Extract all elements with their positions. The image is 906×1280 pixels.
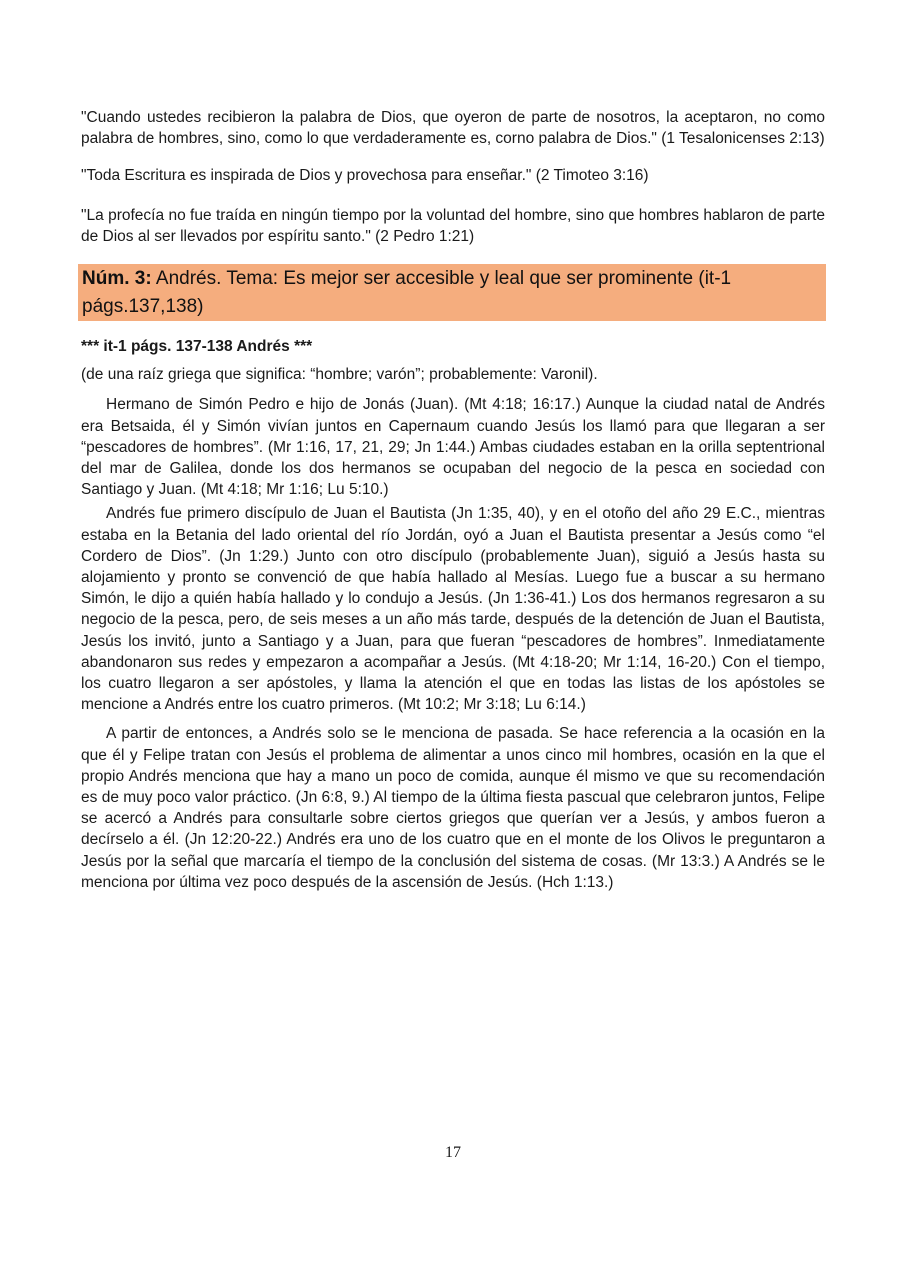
page-number: 17 bbox=[445, 1144, 461, 1161]
article-paragraph-3: A partir de entonces, a Andrés solo se le menciona de pasada. Se hace referencia a la ocasión en la que él y Felipe tratan con Jesús el problema de alimentar a unos cinco mil hombres, ocasión en la que el propio Andrés menciona que hay a mano un poco de comida, aunque él mismo ve que su recomendación es de muy poco valor práctico. (Jn 6:8, 9.) Al tiempo de la última fiesta pascual que celebraron juntos, Felipe se acercó a Andrés para consultarle sobre ciertos griegos que querían ver a Jesús, y ambos fueron a decírselo a él. (Jn 12:20-22.) Andrés era uno de los cuatro que en el monte de los Olivos le preguntaron a Jesús por la señal que marcaría el tiempo de la conclusión del sistema de cosas. (Mr 13:3.) A Andrés se le menciona por última vez poco después de la ascensión de Jesús. (Hch 1:13.) bbox=[81, 725, 825, 891]
section-heading-title: Andrés. Tema: Es mejor ser accesible y leal que ser prominente (it-1 págs.137,138) bbox=[82, 268, 732, 317]
section-heading bbox=[78, 264, 826, 321]
quote-paragraph-tesalonicenses: "Cuando ustedes recibieron la palabra de Dios, que oyeron de parte de nosotros, la aceptaron, no como palabra de hombres, sino, como lo que verdaderamente es, corno palabra de Dios." (1 Tesalonicenses 2:13) bbox=[81, 109, 825, 148]
reference-heading: *** it-1 págs. 137-138 Andrés *** bbox=[81, 338, 313, 356]
quote-paragraph-pedro: "La profecía no fue traída en ningún tiempo por la voluntad del hombre, sino que hombres hablaron de parte de Dios al ser llevados por espíritu santo." (2 Pedro 1:21) bbox=[81, 206, 825, 245]
quote-paragraph-timoteo: "Toda Escritura es inspirada de Dios y provechosa para enseñar." (2 Timoteo 3:16) bbox=[81, 167, 649, 185]
article-paragraph-2: Andrés fue primero discípulo de Juan el Bautista (Jn 1:35, 40), y en el otoño del año 29 E.C., mientras estaba en la Betania del lado oriental del río Jordán, oyó a Juan el Bautista presentar a Jesús como “el Cordero de Dios”. (Jn 1:29.) Junto con otro discípulo (probablemente Juan), siguió a Jesús hasta su alojamiento y pronto se convenció de que había hallado al Mesías. Luego fue a buscar a su hermano Simón, le dijo a quién había hallado y lo condujo a Jesús. (Jn 1:36-41.) Los dos hermanos regresaron a su negocio de la pesca, pero, de seis meses a un año más tarde, después de la detención de Juan el Bautista, Jesús los invitó, junto a Santiago y a Juan, para que fueran “pescadores de hombres”. Inmediatamente abandonaron sus redes y empezaron a acompañar a Jesús. (Mt 4:18-20; Mr 1:14, 16-20.) Con el tiempo, los cuatro llegaron a ser apóstoles, y llama la atención el que en todas las listas de los apóstoles se mencione a Andrés entre los cuatro primeros. (Mt 10:2; Mr 3:18; Lu 6:14.) bbox=[81, 505, 825, 714]
article-paragraph-1: Hermano de Simón Pedro e hijo de Jonás (Juan). (Mt 4:18; 16:17.) Aunque la ciudad natal de Andrés era Betsaida, él y Simón vivían juntos en Capernaum cuando Jesús los llamó para que llegaran a ser “pescadores de hombres”. (Mr 1:16, 17, 21, 29; Jn 1:44.) Ambas ciudades estaban en la orilla septentrional del mar de Galilea, donde los dos hermanos se ocupaban del negocio de la pesca en sociedad con Santiago y Juan. (Mt 4:18; Mr 1:16; Lu 5:10.) bbox=[81, 396, 825, 499]
section-number-label: Núm. 3: bbox=[82, 268, 152, 290]
etymology-paragraph: (de una raíz griega que significa: “hombre; varón”; probablemente: Varonil). bbox=[81, 366, 598, 384]
page-content bbox=[81, 107, 825, 893]
